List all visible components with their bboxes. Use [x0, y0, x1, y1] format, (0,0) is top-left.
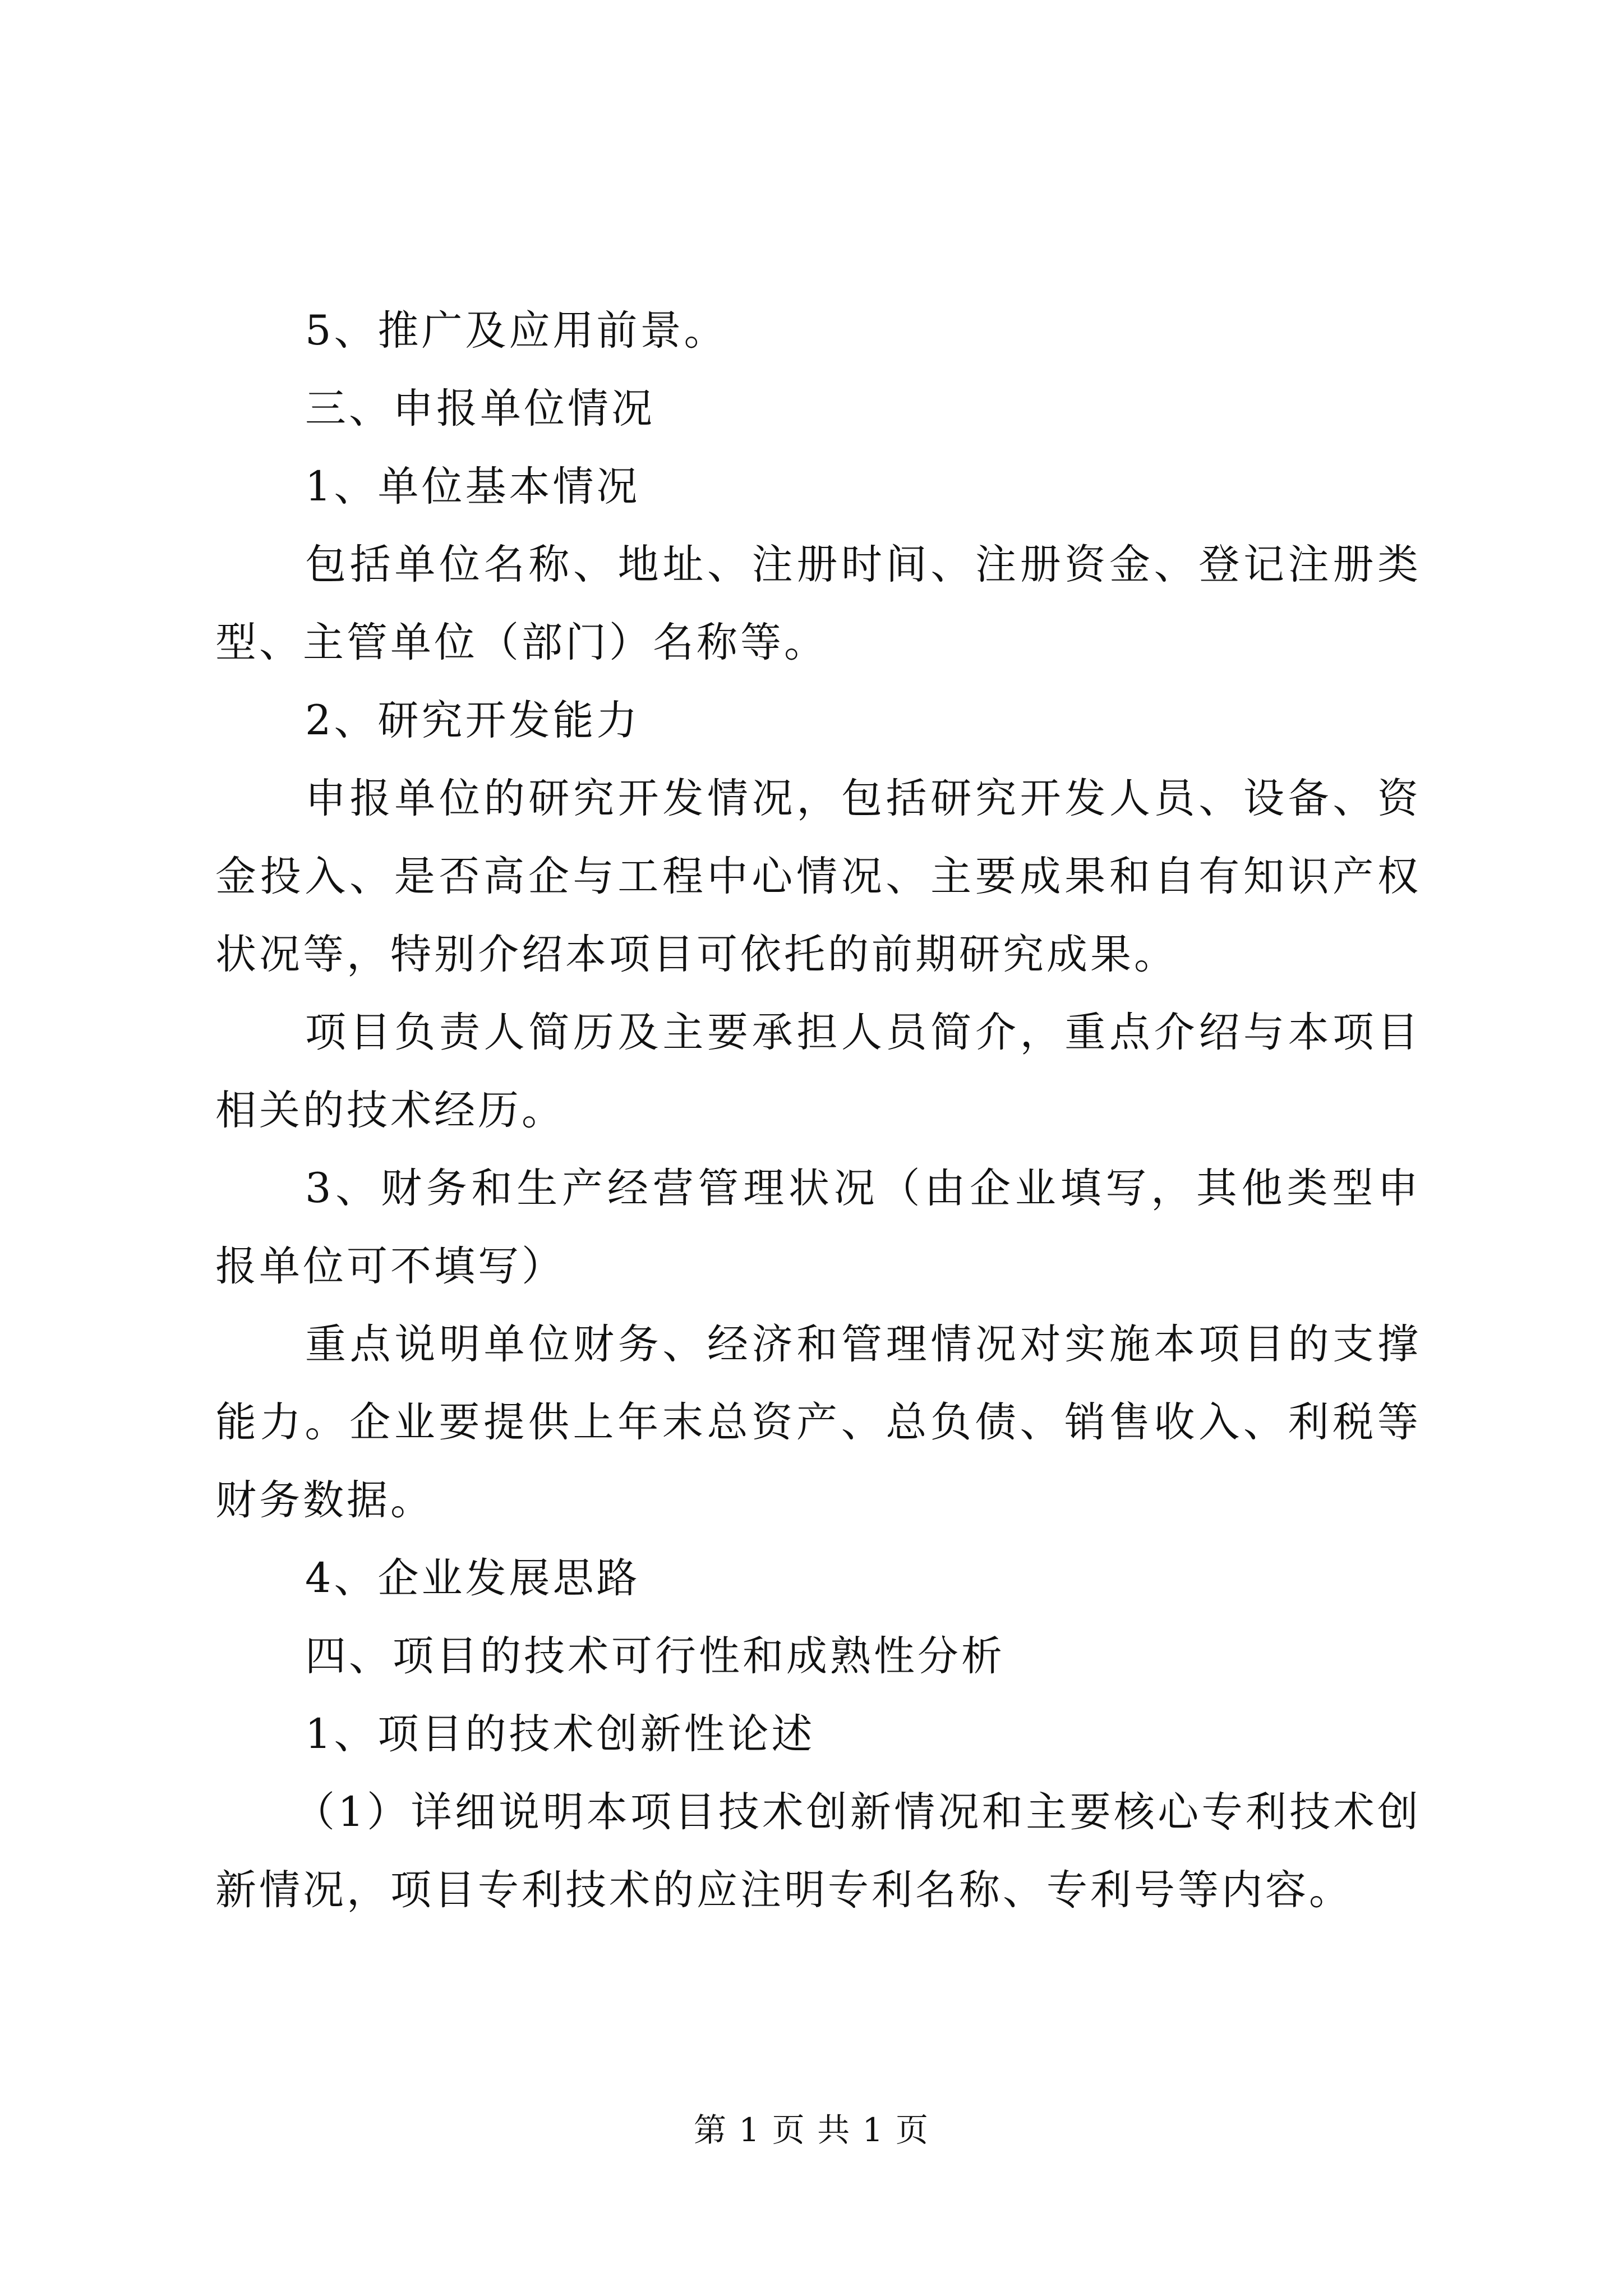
page-footer: 第 1 页 共 1 页: [694, 2111, 929, 2149]
subheading-rd-capability: 2、研究开发能力: [305, 697, 640, 744]
paragraph-rd-capability: 申报单位的研究开发情况，包括研究开发人员、设备、资金投入、是否高企与工程中心情况、主要成果和自有知识产权状况等，特别介绍本项目可依托的前期研究成果。: [215, 775, 1421, 978]
section-heading-feasibility: 四、项目的技术可行性和成熟性分析: [305, 1632, 1005, 1680]
paragraph-project-leader: 项目负责人简历及主要承担人员简介，重点介绍与本项目相关的技术经历。: [215, 1009, 1421, 1134]
paragraph-basic-info: 包括单位名称、地址、注册时间、注册资金、登记注册类型、主管单位（部门）名称等。: [215, 541, 1421, 666]
paragraph-finance: 重点说明单位财务、经济和管理情况对实施本项目的支撑能力。企业要提供上年末总资产、总负债、销售收入、利税等财务数据。: [215, 1320, 1421, 1524]
paragraph-innovation: （1）详细说明本项目技术创新情况和主要核心专利技术创新情况，项目专利技术的应注明专利名称、专利号等内容。: [215, 1788, 1421, 1914]
subheading-basic-info: 1、单位基本情况: [305, 463, 640, 510]
section-heading-applicant: 三、申报单位情况: [305, 385, 655, 432]
subheading-finance: 3、财务和生产经营管理状况（由企业填写，其他类型申报单位可不填写）: [215, 1165, 1421, 1290]
list-item-prospects: 5、推广及应用前景。: [305, 307, 728, 355]
subheading-innovation: 1、项目的技术创新性论述: [305, 1710, 815, 1758]
subheading-development: 4、企业发展思路: [305, 1554, 640, 1602]
document-body: [215, 292, 1421, 1929]
